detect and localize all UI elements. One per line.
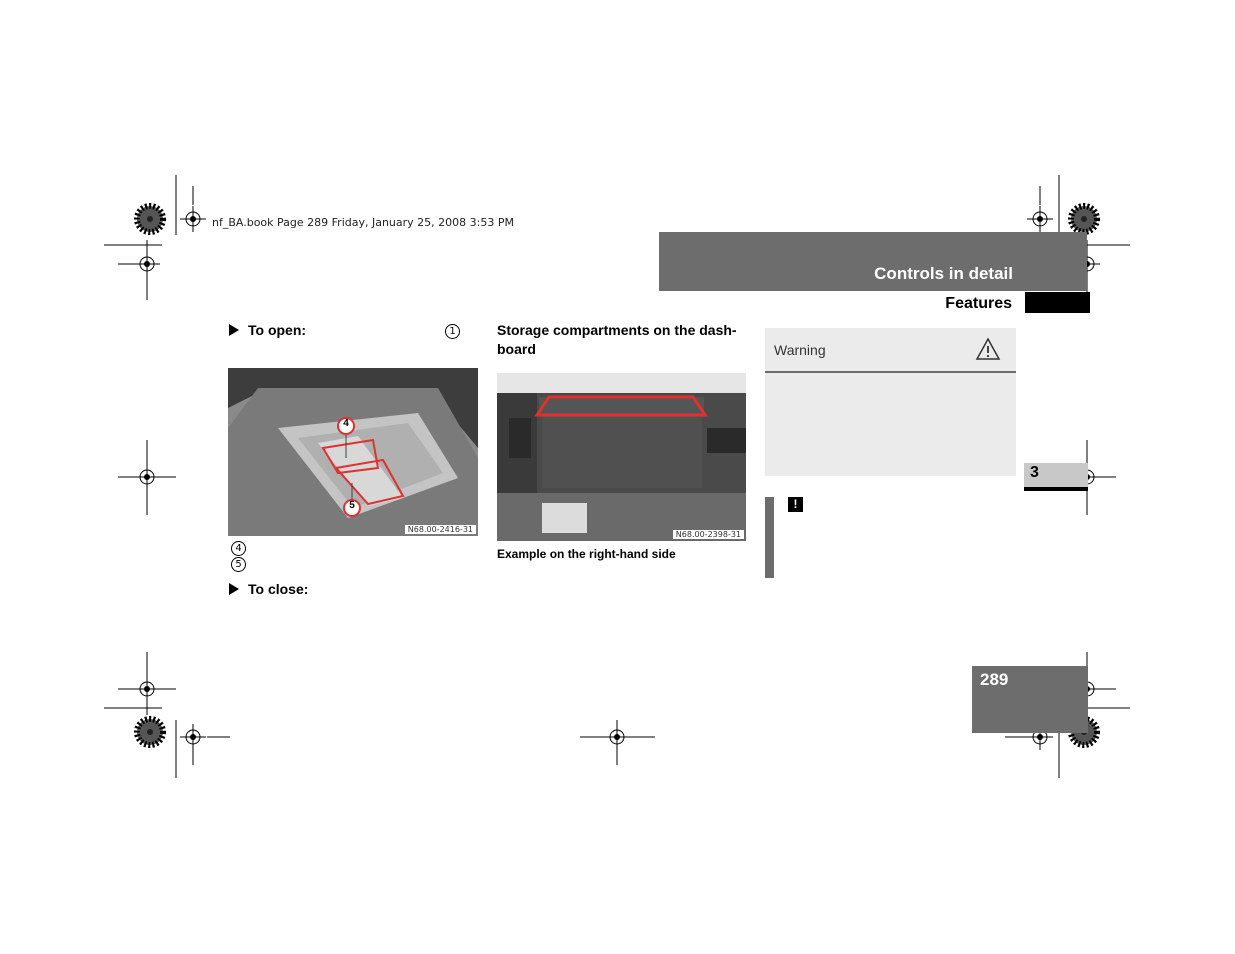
photo-code: N68.00-2398-31 [673, 530, 744, 539]
page-number: 289 [980, 670, 1009, 689]
dashboard-illustration [497, 373, 746, 541]
photo-caption: Example on the right-hand side [497, 547, 676, 561]
header-bar [659, 232, 1087, 291]
section-marker [1025, 292, 1090, 313]
photo-marker-4: 4 [343, 418, 349, 429]
arrow-icon [229, 583, 239, 595]
to-open-step [229, 322, 306, 338]
glovebox-photo [228, 368, 478, 536]
note-bar [765, 497, 774, 578]
photo-code: N68.00-2416-31 [405, 525, 476, 534]
to-close-label: To close: [248, 581, 309, 597]
to-close-step [229, 581, 308, 597]
arrow-icon [229, 324, 239, 336]
storage-heading-line1: Storage compartments on the dash- [497, 322, 737, 338]
legend-4: 4 [231, 541, 246, 556]
callout-1: 1 [445, 324, 460, 339]
photo-marker-5: 5 [349, 500, 355, 511]
storage-heading-line2: board [497, 341, 536, 357]
to-open-label: To open: [248, 322, 307, 338]
warning-title: Warning [774, 342, 826, 358]
legend-5: 5 [231, 557, 246, 572]
section-title: Features [945, 295, 1012, 312]
chapter-title: Controls in detail [874, 264, 1013, 283]
book-meta: nf_BA.book Page 289 Friday, January 25, 2008 3:53 PM [212, 216, 514, 229]
note-exclamation-icon: ! [788, 497, 803, 512]
warning-triangle-icon [975, 337, 1001, 361]
chapter-number: 3 [1030, 464, 1039, 481]
dashboard-photo [497, 373, 746, 541]
